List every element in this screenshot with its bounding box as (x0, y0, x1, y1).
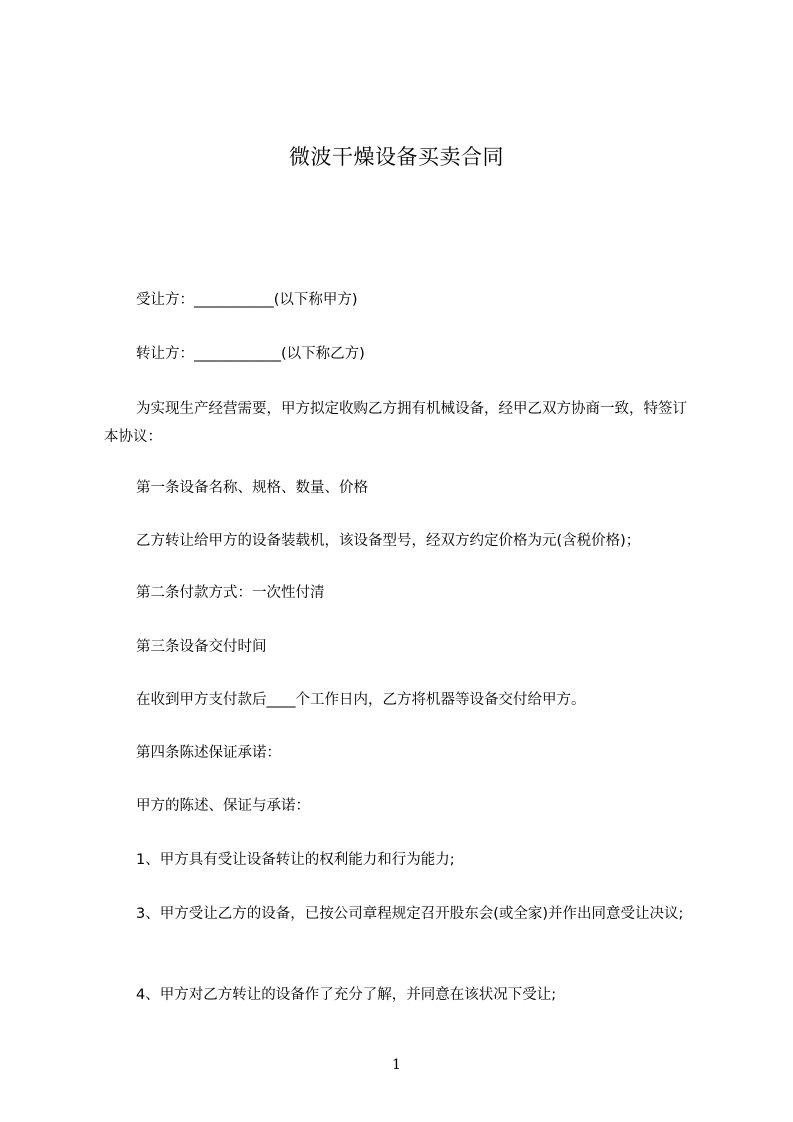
paragraph-article-2: 第二条付款方式：一次性付清 (136, 585, 325, 601)
paragraph-article-3-body: 在收到甲方支付款后____个工作日内，乙方将机器等设备交付给甲方。 (136, 692, 586, 708)
paragraph-article-4-heading: 第四条陈述保证承诺： (136, 745, 281, 761)
paragraph-item-3: 3、甲方受让乙方的设备，已按公司章程规定召开股东会(或全家)并作出同意受让决议; (136, 906, 684, 922)
paragraph-preamble: 为实现生产经营需要，甲方拟定收购乙方拥有机械设备，经甲乙双方协商一致，特签订本协议： (104, 401, 687, 445)
paragraph-article-3-heading: 第三条设备交付时间 (136, 639, 267, 655)
paragraph-transferee: 受让方：___________(以下称甲方) (136, 292, 358, 308)
paragraph-item-1: 1、甲方具有受让设备转让的权利能力和行为能力; (136, 852, 455, 868)
document-title: 微波干燥设备买卖合同 (289, 145, 504, 169)
paragraph-article-1-heading: 第一条设备名称、规格、数量、价格 (136, 480, 368, 496)
paragraph-party-a-statements: 甲方的陈述、保证与承诺： (136, 798, 310, 814)
paragraph-article-1-body: 乙方转让给甲方的设备装载机，该设备型号，经双方约定价格为元(含税价格)； (136, 533, 641, 549)
paragraph-item-4: 4、甲方对乙方转让的设备作了充分了解，并同意在该状况下受让; (136, 987, 557, 1003)
page-number: 1 (392, 1057, 401, 1073)
paragraph-transferor: 转让方：____________(以下称乙方) (136, 346, 365, 362)
